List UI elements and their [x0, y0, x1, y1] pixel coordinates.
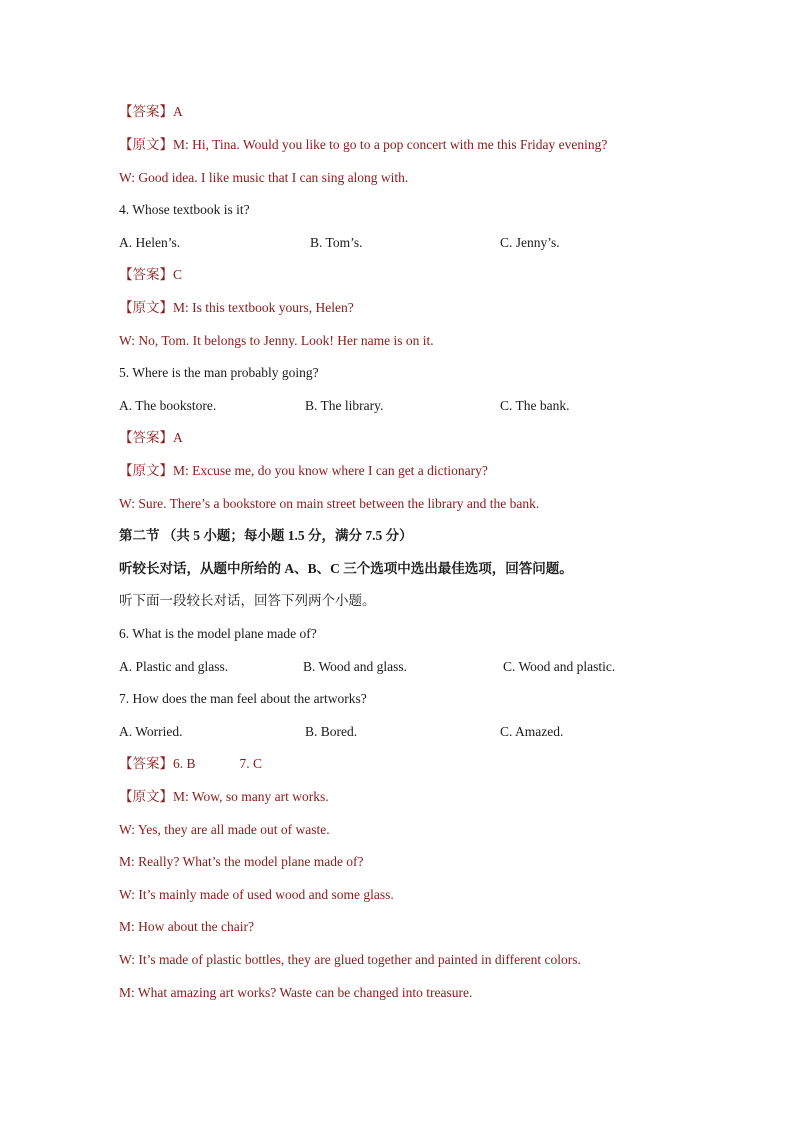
answer-tag: 【答案】	[119, 756, 173, 771]
option-a: A. Worried.	[119, 724, 183, 739]
transcript-line	[119, 299, 354, 317]
sub-instruction: 听下面一段较长对话，回答下列两个小题。	[119, 593, 376, 608]
transcript-text: M: Wow, so many art works.	[173, 789, 329, 804]
option-b: B. Wood and glass.	[303, 659, 408, 674]
question-4: 4. Whose textbook is it?	[119, 202, 250, 217]
transcript-text: M: Is this textbook yours, Helen?	[173, 300, 354, 315]
option-c: C. Amazed.	[500, 724, 564, 739]
section-instruction: 听较长对话，从题中所给的 A、B、C 三个选项中选出最佳选项，回答问题。	[119, 561, 573, 576]
transcript-line	[119, 136, 607, 154]
option-c: C. The bank.	[500, 398, 570, 413]
transcript-text: M: Excuse me, do you know where I can get a dictionary?	[173, 463, 488, 478]
answer-value: C	[173, 267, 183, 282]
answer-line	[119, 429, 183, 447]
dialogue-line: W: No, Tom. It belongs to Jenny. Look! Her name is on it.	[119, 333, 434, 348]
option-a: A. Plastic and glass.	[119, 659, 229, 674]
dialogue-line: M: What amazing art works? Waste can be changed into treasure.	[119, 985, 473, 1000]
answer-value-7: 7. C	[239, 756, 263, 771]
answer-value: A	[173, 104, 183, 119]
option-b: B. The library.	[305, 398, 384, 413]
dialogue-line: W: It’s mainly made of used wood and some glass.	[119, 887, 394, 902]
transcript-line	[119, 788, 329, 806]
answer-line	[119, 266, 182, 284]
transcript-text: M: Hi, Tina. Would you like to go to a pop concert with me this Friday evening?	[173, 137, 608, 152]
option-c: C. Jenny’s.	[500, 235, 560, 250]
question-6: 6. What is the model plane made of?	[119, 626, 317, 641]
dialogue-line: W: Sure. There’s a bookstore on main street between the library and the bank.	[119, 496, 540, 511]
answer-tag: 【答案】	[119, 267, 173, 282]
answer-value: A	[173, 430, 183, 445]
question-7: 7. How does the man feel about the artworks?	[119, 691, 367, 706]
dialogue-line: M: How about the chair?	[119, 919, 254, 934]
question-5: 5. Where is the man probably going?	[119, 365, 319, 380]
dialogue-line: W: Good idea. I like music that I can sing along with.	[119, 170, 409, 185]
answer-value-6: 6. B	[173, 756, 196, 771]
answer-line	[119, 755, 262, 773]
answer-tag: 【答案】	[119, 430, 173, 445]
transcript-tag: 【原文】	[119, 137, 173, 152]
option-a: A. The bookstore.	[119, 398, 217, 413]
option-b: B. Bored.	[305, 724, 358, 739]
answer-tag: 【答案】	[119, 104, 173, 119]
dialogue-line: W: Yes, they are all made out of waste.	[119, 822, 330, 837]
option-a: A. Helen’s.	[119, 235, 181, 250]
option-b: B. Tom’s.	[310, 235, 363, 250]
answer-line	[119, 103, 183, 121]
transcript-tag: 【原文】	[119, 463, 173, 478]
section-heading: 第二节 （共 5 小题；每小题 1.5 分，满分 7.5 分）	[119, 528, 413, 543]
dialogue-line: W: It’s made of plastic bottles, they are glued together and painted in different colors.	[119, 952, 581, 967]
transcript-tag: 【原文】	[119, 789, 173, 804]
dialogue-line: M: Really? What’s the model plane made of?	[119, 854, 364, 869]
transcript-line	[119, 462, 488, 480]
transcript-tag: 【原文】	[119, 300, 173, 315]
option-c: C. Wood and plastic.	[503, 659, 616, 674]
